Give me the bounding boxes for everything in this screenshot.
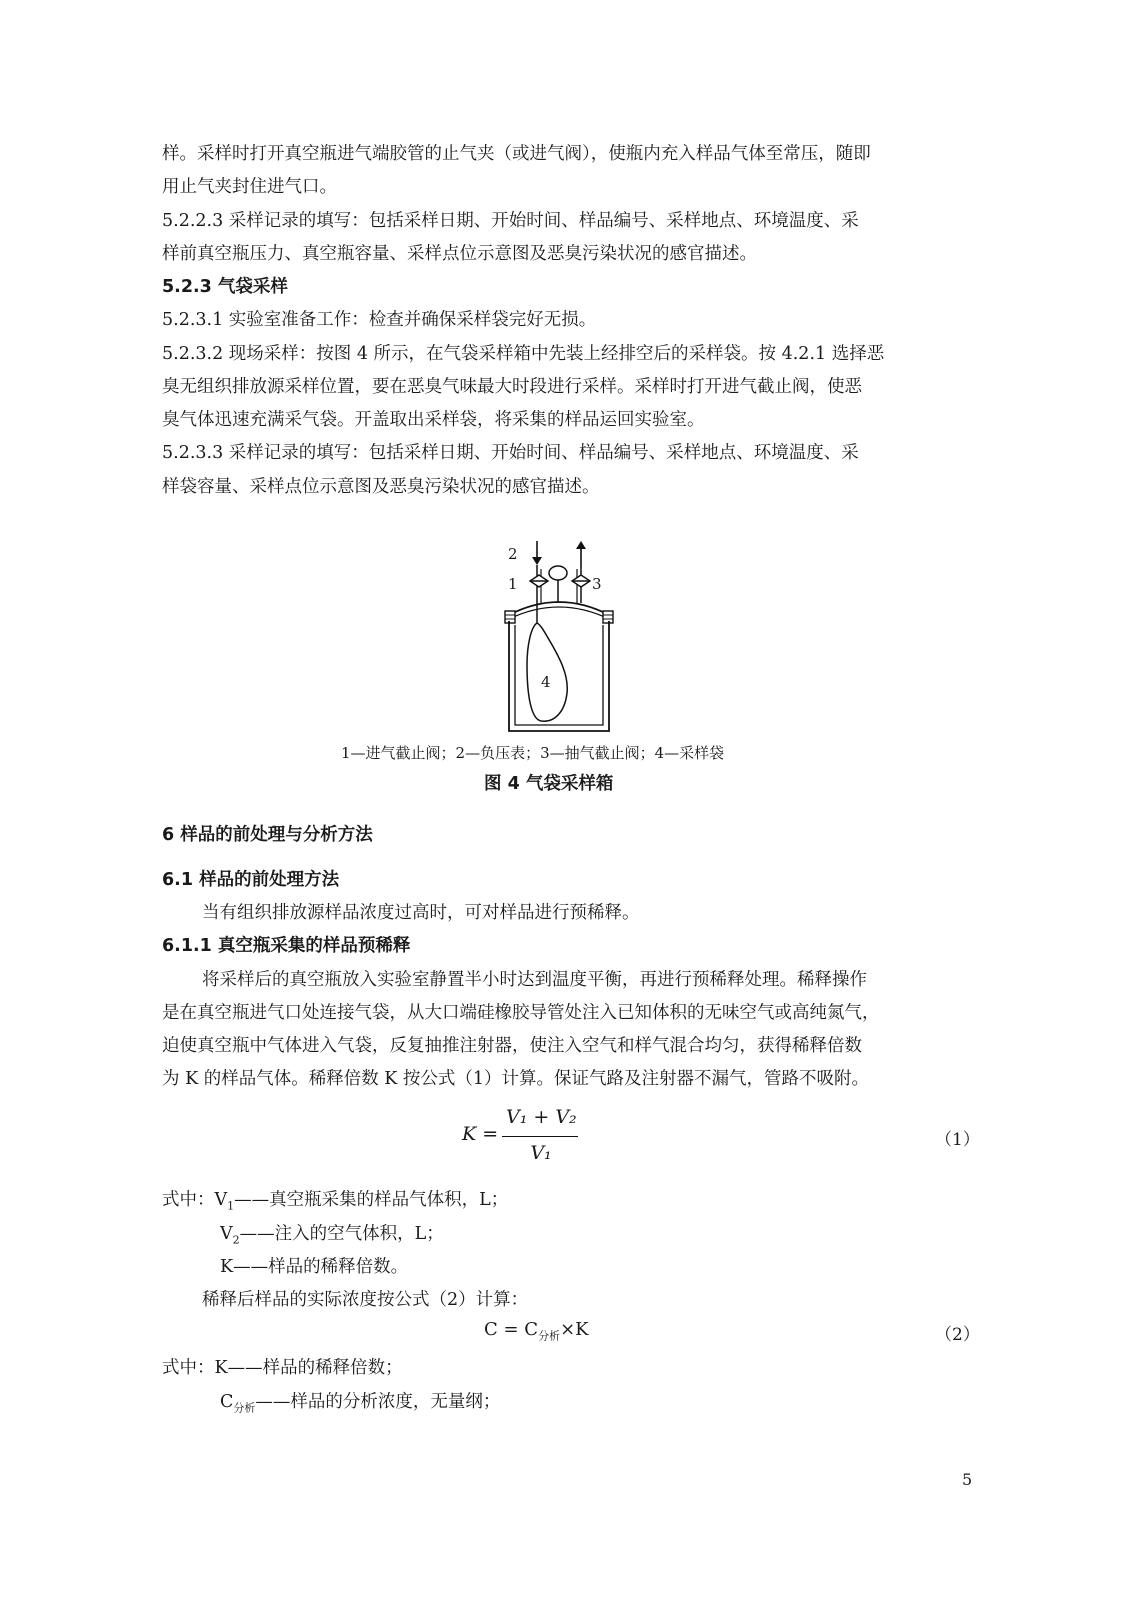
formula-1-numerator: V₁ + V₂: [506, 1106, 577, 1128]
where-line: 式中：K——样品的稀释倍数；: [162, 1358, 403, 1378]
text-line: 样。采样时打开真空瓶进气端胶管的止气夹（或进气阀），使瓶内充入样品气体至常压，随即: [162, 144, 871, 164]
text-line: 样前真空瓶压力、真空瓶容量、采样点位示意图及恶臭污染状况的感官描述。: [162, 244, 757, 264]
where-line: K——样品的稀释倍数。: [220, 1257, 409, 1277]
where-line: $C_{分析}——$样品的分析浓度，无量纲；: [220, 1392, 501, 1415]
figure-title: 图 4 气袋采样箱: [484, 774, 614, 794]
section-heading-6-1: 6.1 样品的前处理方法: [162, 870, 340, 890]
figure-caption: 1—进气截止阀；2—负压表；3—抽气截止阀；4—采样袋: [341, 744, 725, 762]
section-heading-6-1-1: 6.1.1 真空瓶采集的样品预稀释: [162, 936, 411, 956]
text-line: 5.2.2.3 采样记录的填写：包括采样日期、开始时间、样品编号、采样地点、环境温度、采: [162, 211, 859, 231]
text-line: 5.2.3.2 现场采样：按图 4 所示，在气袋采样箱中先装上经排空后的采样袋。按 4.2.1 选择恶: [162, 344, 885, 364]
text-line: 为 K 的样品气体。稀释倍数 K 按公式（1）计算。保证气路及注射器不漏气，管路不吸附。: [162, 1069, 870, 1089]
page-number: 5: [962, 1470, 973, 1489]
formula-2-number: （2）: [935, 1325, 980, 1345]
formula-1-lhs: K =: [462, 1123, 499, 1145]
text-line: 5.2.3.1 实验室准备工作：检查并确保采样袋完好无损。: [162, 310, 597, 330]
text-line: 5.2.3.3 采样记录的填写：包括采样日期、开始时间、样品编号、采样地点、环境温度、采: [162, 443, 859, 463]
figure-label-3: 3: [592, 575, 602, 593]
formula-1-denominator: V₁: [530, 1142, 552, 1164]
text-line: 臭气体迅速充满采气袋。开盖取出采样袋，将采集的样品运回实验室。: [162, 410, 705, 430]
figure-label-2: 2: [508, 545, 518, 563]
text-line: 迫使真空瓶中气体进入气袋，反复抽推注射器，使注入空气和样气混合均匀，获得稀释倍数: [162, 1036, 862, 1056]
text-line: 臭无组织排放源采样位置，要在恶臭气味最大时段进行采样。采样时打开进气截止阀，使恶: [162, 377, 862, 397]
section-heading-6: 6 样品的前处理与分析方法: [162, 825, 373, 845]
text-line: 将采样后的真空瓶放入实验室静置半小时达到温度平衡，再进行预稀释处理。稀释操作: [202, 970, 867, 990]
figure-label-1: 1: [508, 575, 518, 593]
gas-bag-sampling-box-diagram: [495, 535, 635, 745]
section-heading-5-2-3: 5.2.3 气袋采样: [162, 277, 288, 297]
text-line: 样袋容量、采样点位示意图及恶臭污染状况的感官描述。: [162, 477, 600, 497]
text-line: 是在真空瓶进气口处连接气袋，从大口端硅橡胶导管处注入已知体积的无味空气或高纯氮气，: [162, 1003, 880, 1023]
text-line: 用止气夹封住进气口。: [162, 177, 337, 197]
where-line: 式中：$V_1——$真空瓶采集的样品气体积，L；: [162, 1190, 509, 1213]
text-line: 稀释后样品的实际浓度按公式（2）计算：: [202, 1290, 529, 1310]
formula-1-number: （1）: [935, 1130, 980, 1150]
text-line: 当有组织排放源样品浓度过高时，可对样品进行预稀释。: [202, 903, 640, 923]
where-line: $V_2——$注入的空气体积，L；: [220, 1224, 444, 1247]
formula-2-body: $C = C_{分析}\times K$: [484, 1319, 589, 1343]
fraction-bar: [502, 1136, 578, 1137]
figure-label-4: 4: [541, 673, 551, 691]
